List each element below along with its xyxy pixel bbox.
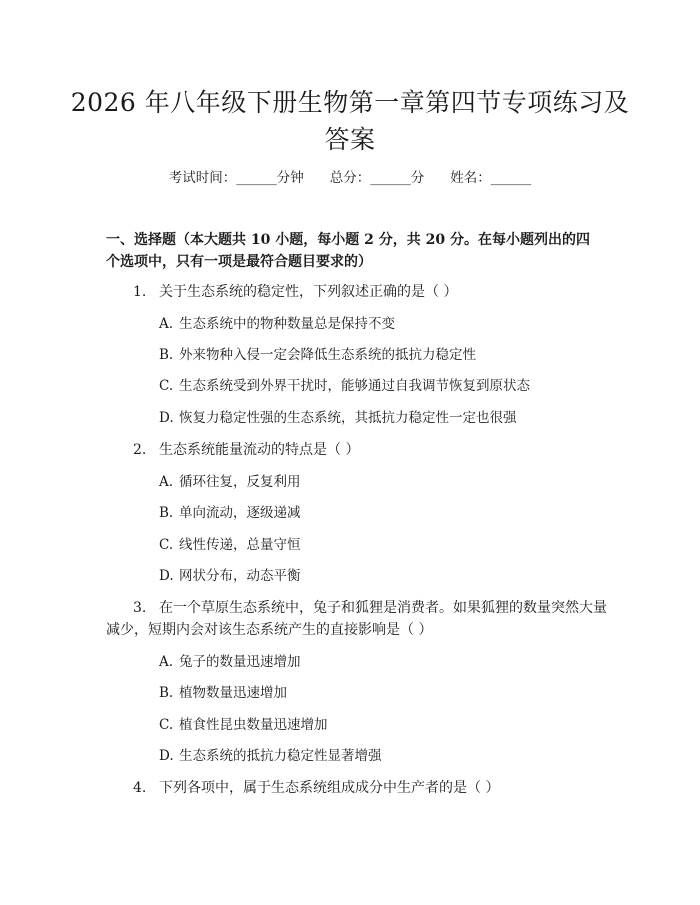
- student-name-label: 姓名：______: [450, 170, 532, 186]
- option-1c: C. 生态系统受到外界干扰时，能够通过自我调节恢复到原状态: [159, 378, 530, 394]
- question-2: [133, 440, 359, 460]
- page-title: 2026 年八年级下册生物第一章第四节专项练习及答案: [70, 88, 630, 154]
- question-3: [133, 598, 607, 618]
- total-score-label: 总分：______分: [329, 170, 425, 186]
- option-2a: A. 循环往复，反复利用: [159, 474, 301, 490]
- exam-info-line: [0, 168, 700, 188]
- question-3-continued: [106, 620, 432, 640]
- question-1: [133, 282, 457, 302]
- option-2d: D. 网状分布，动态平衡: [159, 568, 301, 584]
- question-text: 生态系统能量流动的特点是（ ）: [159, 442, 360, 458]
- question-text: 下列各项中，属于生态系统组成成分中生产者的是（ ）: [159, 780, 500, 796]
- section-heading: 一、选择题（本大题共 10 小题，每小题 2 分，共 20 分。在每小题列出的四个选项中，只有一项是最符合题目要求的）: [106, 232, 590, 270]
- option-1b: B. 外来物种入侵一定会降低生态系统的抵抗力稳定性: [159, 347, 476, 363]
- option-3c: C. 植食性昆虫数量迅速增加: [159, 717, 328, 733]
- question-4: [133, 778, 499, 798]
- exam-time-label: 考试时间：______分钟: [168, 170, 304, 186]
- option-3d: D. 生态系统的抵抗力稳定性显著增强: [159, 748, 382, 764]
- option-3b: B. 植物数量迅速增加: [159, 685, 287, 701]
- question-text-line1: 在一个草原生态系统中，兔子和狐狸是消费者。如果狐狸的数量突然大量: [159, 600, 607, 616]
- question-text-line2: 减少，短期内会对该生态系统产生的直接影响是（ ）: [106, 622, 433, 638]
- question-number: 2.: [133, 442, 147, 458]
- question-text: 关于生态系统的稳定性，下列叙述正确的是（ ）: [159, 284, 458, 300]
- option-3a: A. 兔子的数量迅速增加: [159, 654, 301, 670]
- option-1a: A. 生态系统中的物种数量总是保持不变: [159, 316, 395, 332]
- option-1d: D. 恢复力稳定性强的生态系统，其抵抗力稳定性一定也很强: [159, 410, 517, 426]
- question-number: 3.: [133, 600, 147, 616]
- question-number: 4.: [133, 780, 147, 796]
- option-2c: C. 线性传递，总量守恒: [159, 537, 301, 553]
- option-2b: B. 单向流动，逐级递减: [159, 505, 301, 521]
- question-number: 1.: [133, 284, 147, 300]
